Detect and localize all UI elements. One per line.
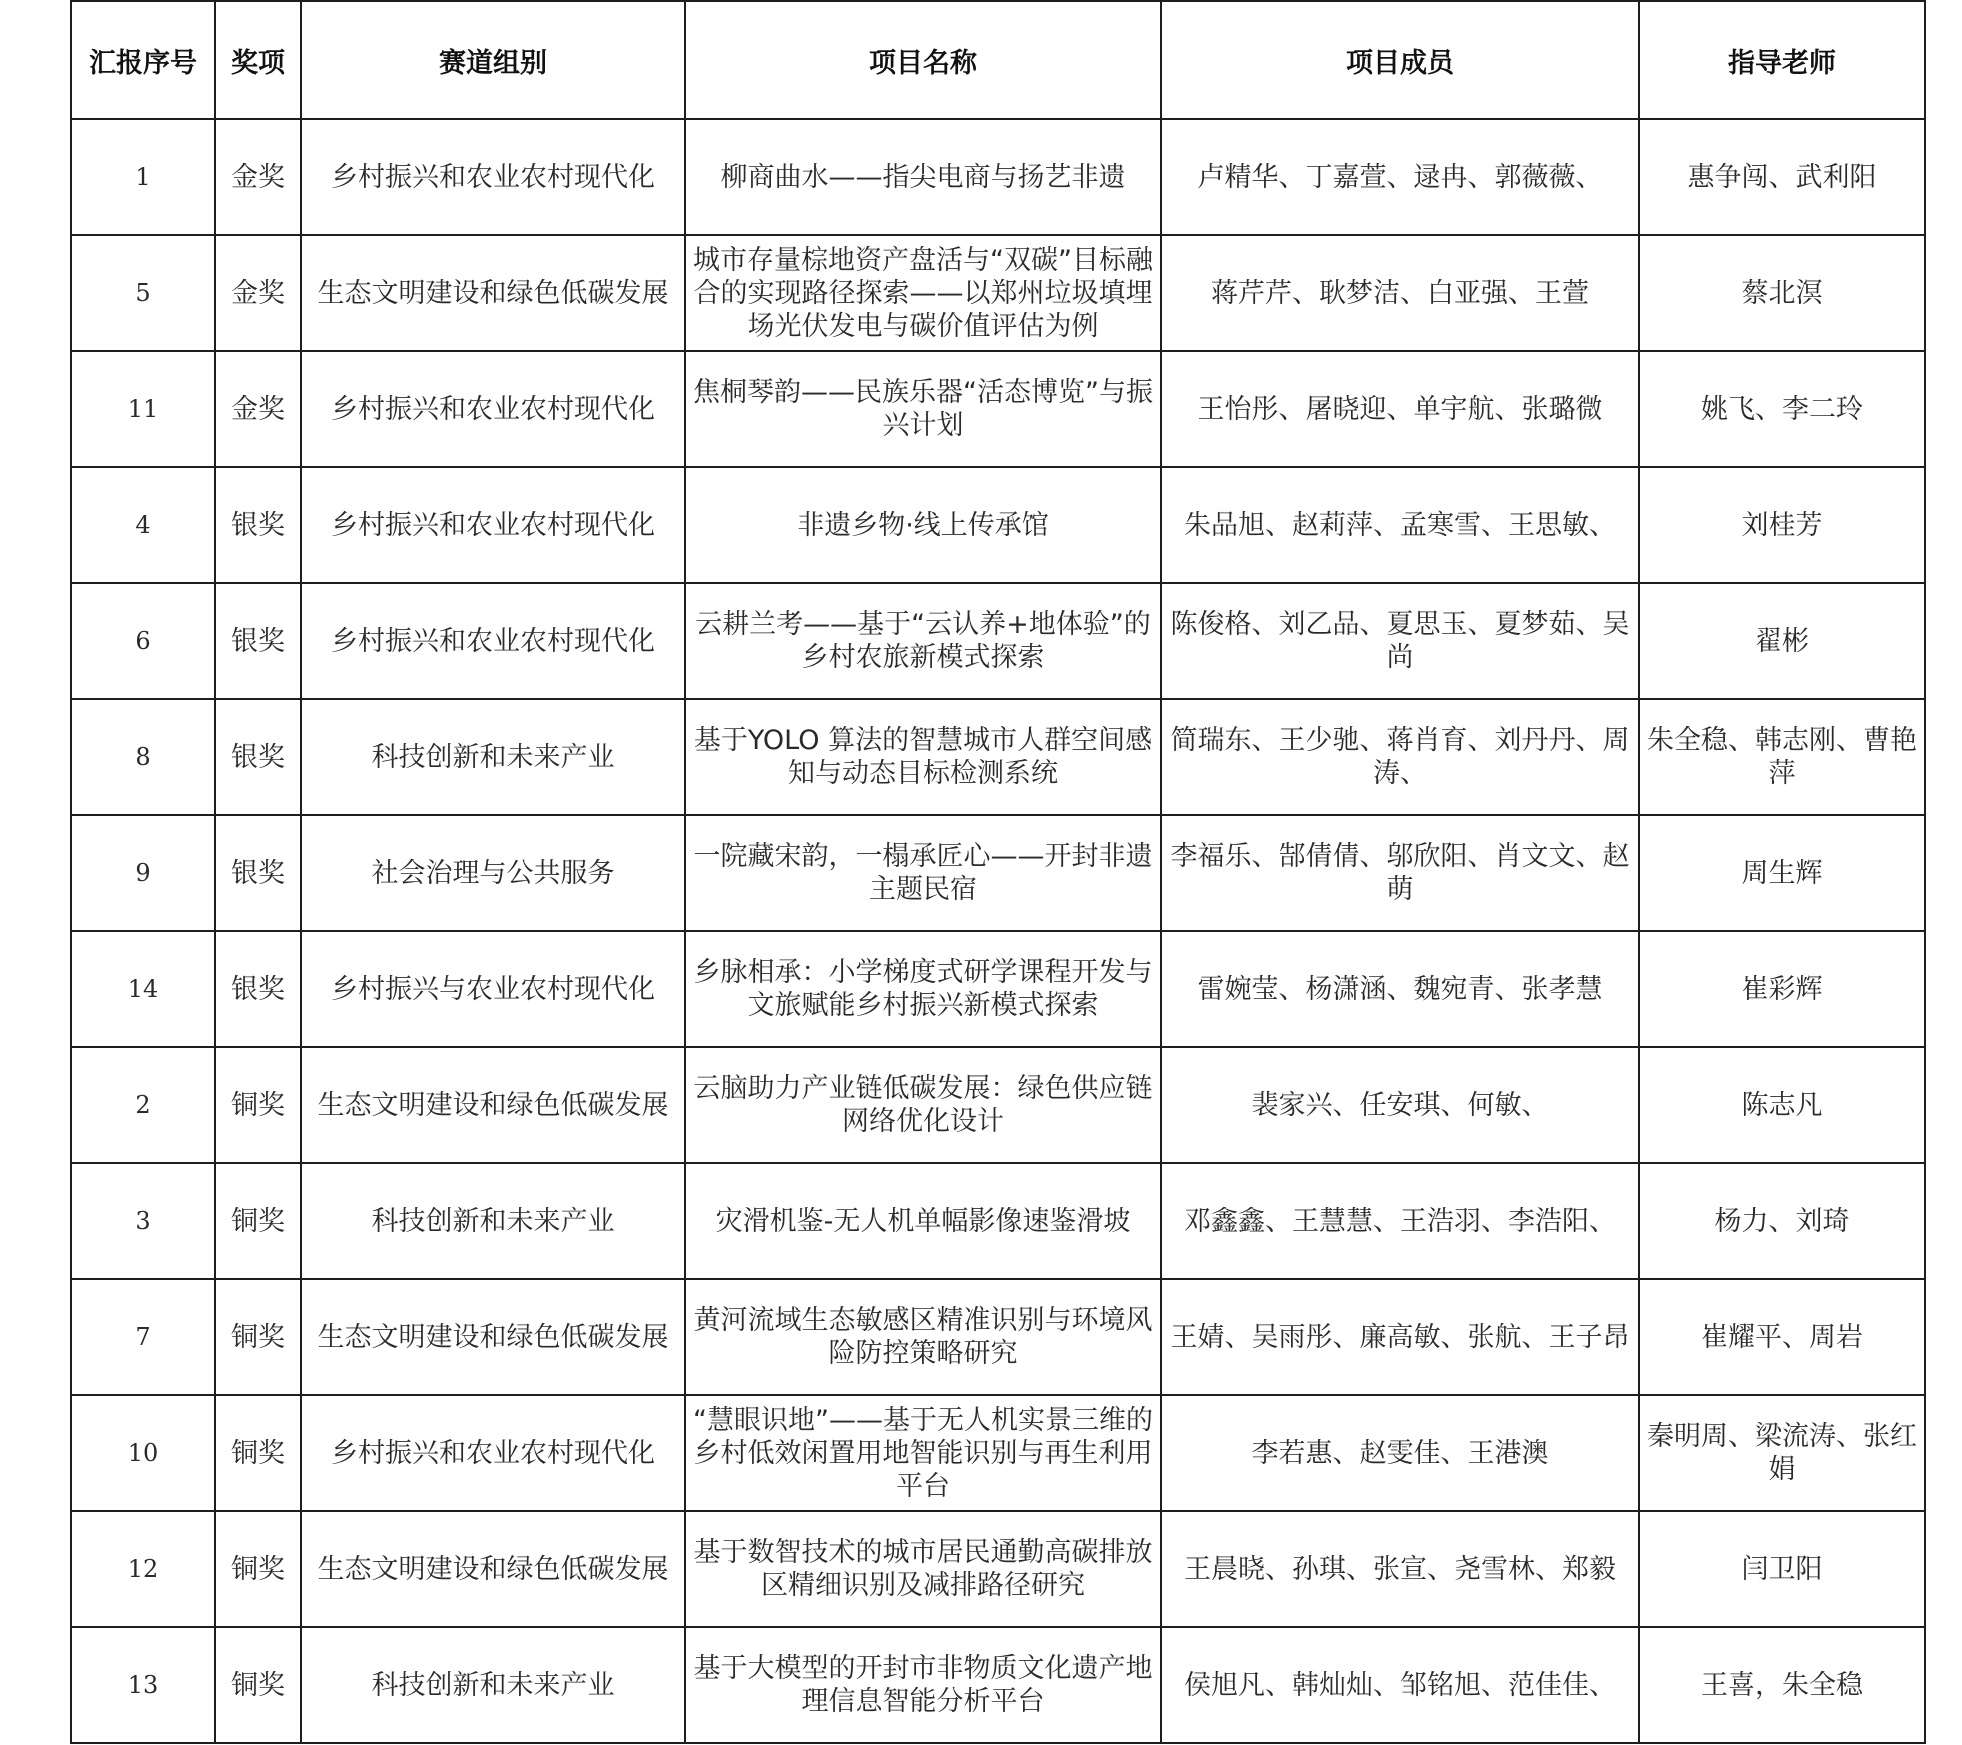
cell-seq: 8 (71, 699, 215, 815)
cell-award: 银奖 (215, 931, 301, 1047)
cell-advisor: 惠争闯、武利阳 (1639, 119, 1925, 235)
cell-members: 王怡彤、屠晓迎、单宇航、张璐微 (1161, 351, 1639, 467)
table-row (71, 931, 1925, 1047)
cell-advisor: 陈志凡 (1639, 1047, 1925, 1163)
cell-award: 铜奖 (215, 1627, 301, 1743)
cell-award: 铜奖 (215, 1279, 301, 1395)
cell-track: 乡村振兴和农业农村现代化 (301, 583, 685, 699)
cell-advisor: 周生辉 (1639, 815, 1925, 931)
table-row (71, 699, 1925, 815)
cell-award: 铜奖 (215, 1511, 301, 1627)
cell-track: 生态文明建设和绿色低碳发展 (301, 1279, 685, 1395)
cell-members: 裴家兴、任安琪、何敏、 (1161, 1047, 1639, 1163)
cell-seq: 2 (71, 1047, 215, 1163)
awards-table (70, 0, 1926, 1744)
cell-seq: 1 (71, 119, 215, 235)
cell-advisor: 杨力、刘琦 (1639, 1163, 1925, 1279)
cell-award: 金奖 (215, 351, 301, 467)
cell-advisor: 刘桂芳 (1639, 467, 1925, 583)
cell-project: 灾滑机鉴-无人机单幅影像速鉴滑坡 (685, 1163, 1161, 1279)
cell-project: 黄河流域生态敏感区精准识别与环境风险防控策略研究 (685, 1279, 1161, 1395)
cell-seq: 10 (71, 1395, 215, 1511)
cell-track: 社会治理与公共服务 (301, 815, 685, 931)
table-row (71, 1279, 1925, 1395)
cell-award: 银奖 (215, 467, 301, 583)
table-row (71, 1395, 1925, 1511)
cell-project: 基于数智技术的城市居民通勤高碳排放区精细识别及减排路径研究 (685, 1511, 1161, 1627)
cell-advisor: 姚飞、李二玲 (1639, 351, 1925, 467)
table-row (71, 1047, 1925, 1163)
cell-track: 生态文明建设和绿色低碳发展 (301, 235, 685, 351)
cell-project: 基于大模型的开封市非物质文化遗产地理信息智能分析平台 (685, 1627, 1161, 1743)
header-award: 奖项 (215, 1, 301, 119)
cell-award: 铜奖 (215, 1047, 301, 1163)
cell-advisor: 崔耀平、周岩 (1639, 1279, 1925, 1395)
cell-track: 乡村振兴与农业农村现代化 (301, 931, 685, 1047)
cell-seq: 13 (71, 1627, 215, 1743)
cell-project: 乡脉相承：小学梯度式研学课程开发与文旅赋能乡村振兴新模式探索 (685, 931, 1161, 1047)
cell-project: 非遗乡物·线上传承馆 (685, 467, 1161, 583)
cell-track: 生态文明建设和绿色低碳发展 (301, 1047, 685, 1163)
cell-members: 侯旭凡、韩灿灿、邹铭旭、范佳佳、 (1161, 1627, 1639, 1743)
cell-seq: 12 (71, 1511, 215, 1627)
header-project: 项目名称 (685, 1, 1161, 119)
table-row (71, 119, 1925, 235)
cell-seq: 14 (71, 931, 215, 1047)
cell-award: 金奖 (215, 119, 301, 235)
header-track: 赛道组别 (301, 1, 685, 119)
cell-members: 王婧、吴雨彤、廉高敏、张航、王子昂 (1161, 1279, 1639, 1395)
cell-seq: 9 (71, 815, 215, 931)
cell-seq: 11 (71, 351, 215, 467)
cell-award: 银奖 (215, 583, 301, 699)
cell-advisor: 崔彩辉 (1639, 931, 1925, 1047)
cell-project: 城市存量棕地资产盘活与“双碳”目标融合的实现路径探索——以郑州垃圾填埋场光伏发电与碳价值评估为例 (685, 235, 1161, 351)
cell-project: 云耕兰考——基于“云认养+地体验”的乡村农旅新模式探索 (685, 583, 1161, 699)
cell-award: 银奖 (215, 699, 301, 815)
header-members: 项目成员 (1161, 1, 1639, 119)
cell-award: 铜奖 (215, 1163, 301, 1279)
cell-members: 雷婉莹、杨潇涵、魏宛青、张孝慧 (1161, 931, 1639, 1047)
awards-sheet (70, 0, 1924, 1744)
cell-award: 金奖 (215, 235, 301, 351)
cell-seq: 7 (71, 1279, 215, 1395)
cell-seq: 5 (71, 235, 215, 351)
header-seq: 汇报序号 (71, 1, 215, 119)
cell-project: 基于YOLO 算法的智慧城市人群空间感知与动态目标检测系统 (685, 699, 1161, 815)
cell-project: “慧眼识地”——基于无人机实景三维的乡村低效闲置用地智能识别与再生利用平台 (685, 1395, 1161, 1511)
cell-award: 铜奖 (215, 1395, 301, 1511)
cell-members: 王晨晓、孙琪、张宣、尧雪林、郑毅 (1161, 1511, 1639, 1627)
cell-track: 乡村振兴和农业农村现代化 (301, 1395, 685, 1511)
cell-members: 李福乐、郜倩倩、邬欣阳、肖文文、赵萌 (1161, 815, 1639, 931)
cell-project: 云脑助力产业链低碳发展：绿色供应链网络优化设计 (685, 1047, 1161, 1163)
cell-track: 科技创新和未来产业 (301, 1627, 685, 1743)
cell-project: 柳商曲水——指尖电商与扬艺非遗 (685, 119, 1161, 235)
cell-track: 生态文明建设和绿色低碳发展 (301, 1511, 685, 1627)
cell-project: 一院藏宋韵，一榻承匠心——开封非遗主题民宿 (685, 815, 1161, 931)
cell-advisor: 蔡北溟 (1639, 235, 1925, 351)
cell-seq: 6 (71, 583, 215, 699)
cell-track: 科技创新和未来产业 (301, 699, 685, 815)
cell-members: 邓鑫鑫、王慧慧、王浩羽、李浩阳、 (1161, 1163, 1639, 1279)
cell-advisor: 王喜，朱全稳 (1639, 1627, 1925, 1743)
cell-advisor: 闫卫阳 (1639, 1511, 1925, 1627)
cell-advisor: 翟彬 (1639, 583, 1925, 699)
cell-project: 焦桐琴韵——民族乐器“活态博览”与振兴计划 (685, 351, 1161, 467)
table-row (71, 1627, 1925, 1743)
cell-members: 李若惠、赵雯佳、王港澳 (1161, 1395, 1639, 1511)
cell-advisor: 秦明周、梁流涛、张红娟 (1639, 1395, 1925, 1511)
table-row (71, 467, 1925, 583)
cell-track: 乡村振兴和农业农村现代化 (301, 351, 685, 467)
cell-members: 陈俊格、刘乙品、夏思玉、夏梦茹、吴尚 (1161, 583, 1639, 699)
cell-seq: 3 (71, 1163, 215, 1279)
table-row (71, 235, 1925, 351)
cell-track: 乡村振兴和农业农村现代化 (301, 467, 685, 583)
header-row (71, 1, 1925, 119)
table-row (71, 351, 1925, 467)
table-row (71, 583, 1925, 699)
header-advisor: 指导老师 (1639, 1, 1925, 119)
cell-advisor: 朱全稳、韩志刚、曹艳萍 (1639, 699, 1925, 815)
table-row (71, 815, 1925, 931)
cell-members: 朱品旭、赵莉萍、孟寒雪、王思敏、 (1161, 467, 1639, 583)
table-row (71, 1511, 1925, 1627)
cell-track: 科技创新和未来产业 (301, 1163, 685, 1279)
cell-members: 简瑞东、王少驰、蒋肖育、刘丹丹、周涛、 (1161, 699, 1639, 815)
cell-members: 蒋芹芹、耿梦洁、白亚强、王萱 (1161, 235, 1639, 351)
table-body (71, 119, 1925, 1743)
cell-members: 卢精华、丁嘉萱、逯冉、郭薇薇、 (1161, 119, 1639, 235)
cell-track: 乡村振兴和农业农村现代化 (301, 119, 685, 235)
cell-seq: 4 (71, 467, 215, 583)
cell-award: 银奖 (215, 815, 301, 931)
table-row (71, 1163, 1925, 1279)
